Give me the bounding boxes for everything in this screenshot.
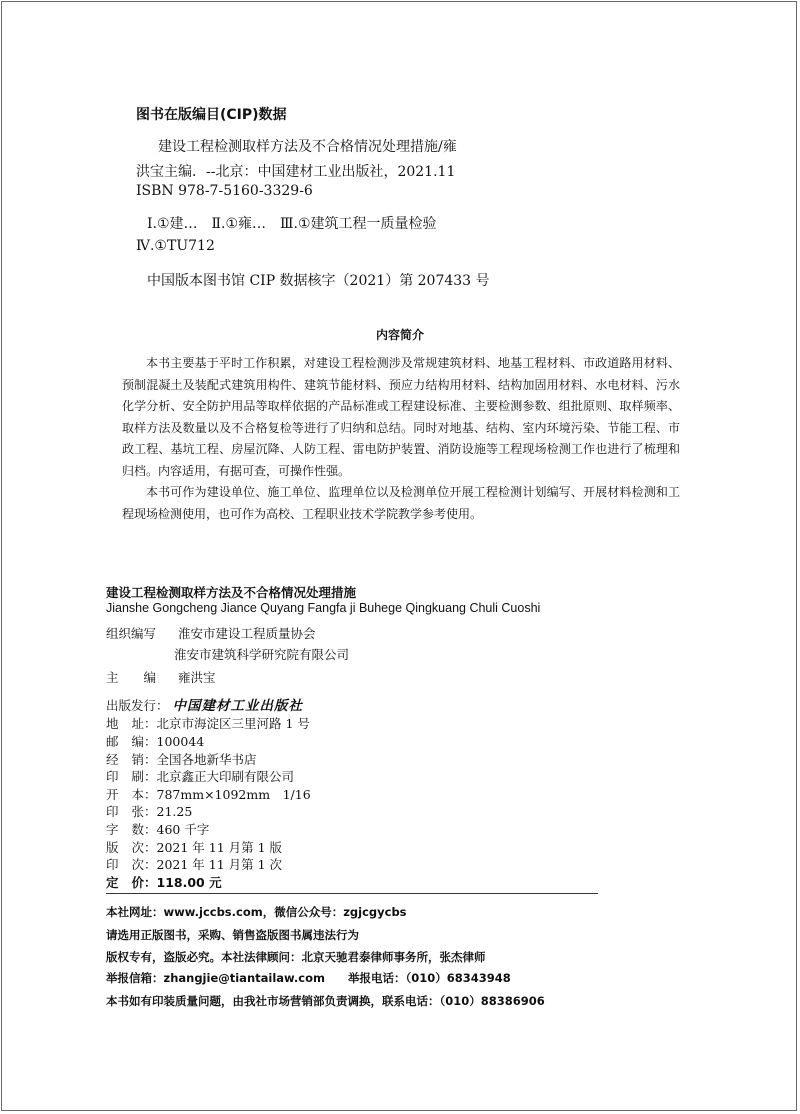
detail-label: 版次 (106, 840, 144, 855)
detail-value: 21.25 (156, 804, 193, 819)
detail-value: 北京市海淀区三里河路 1 号 (156, 716, 310, 731)
detail-distributor: 经销：全国各地新华书店 (106, 752, 257, 767)
intro-paragraph-2: 本书可作为建设单位、施工单位、监理单位以及检测单位开展工程检测计划编写、开展材料检测和工程现场检测使用，也可作为高校、工程职业技术学院教学参考使用。 (122, 485, 680, 521)
org-1: 淮安市建设工程质量协会 (177, 626, 316, 641)
divider (106, 893, 598, 894)
detail-value: 787mm×1092mm 1/16 (156, 787, 311, 802)
detail-printing: 印次：2021 年 11 月第 1 次 (106, 857, 283, 872)
detail-label: 经销 (106, 752, 144, 767)
footer-website: 本社网址：www.jccbs.com，微信公众号：zgjcgycbs (106, 905, 407, 919)
detail-format: 开本：787mm×1092mm 1/16 (106, 787, 311, 802)
org-row (106, 624, 316, 642)
footer-copyright: 版权专有，盗版必究。本社法律顾问：北京天驰君泰律师事务所，张杰律师 (106, 950, 486, 964)
cip-editor-line: 洪宝主编．--北京：中国建材工业出版社，2021.11 (136, 164, 456, 180)
detail-value: 北京鑫正大印刷有限公司 (156, 769, 295, 784)
publisher-row (106, 694, 303, 714)
footer-report: 举报信箱：zhangjie@tiantailaw.com 举报电话：（010）68343948 (106, 971, 511, 985)
org-label: 组织编写 (106, 626, 157, 641)
publisher-logo: 中国建材工业出版社 (172, 698, 303, 714)
cip-title-line: 建设工程检测取样方法及不合格情况处理措施/雍 (158, 139, 457, 155)
detail-label: 印张 (106, 804, 144, 819)
detail-value: 460 千字 (156, 822, 210, 837)
detail-wordcount: 字数：460 千字 (106, 822, 210, 837)
detail-label: 印刷 (106, 769, 144, 784)
detail-value: 2021 年 11 月第 1 版 (156, 840, 283, 855)
detail-label: 开本 (106, 787, 144, 802)
intro-paragraph-1: 本书主要基于平时工作积累，对建设工程检测涉及常规建筑材料、地基工程材料、市政道路用材料、预制混凝土及装配式建筑用构件、建筑节能材料、预应力结构用材料、结构加固用材料、水电材料、污水化学分析、安全防护用品等取样依据的产品标准或工程建设标准、主要检测参数、组批原则、取样频率、取样方法及数量以及不合格复检等进行了归纳和总结。同时对地基、结构、室内环境污染、节能工程、市政工程、基坑工程、房屋沉降、人防工程、雷电防护装置、消防设施等工程现场检测工作也进行了梳理和归档。内容适用，有据可查，可操作性强。 (122, 356, 680, 478)
detail-printer: 印刷：北京鑫正大印刷有限公司 (106, 769, 295, 784)
detail-label: 印次 (106, 857, 144, 872)
editor-name: 雍洪宝 (177, 670, 216, 685)
intro-text (122, 353, 680, 525)
cip-class-number: Ⅳ.①TU712 (136, 238, 215, 254)
cip-heading: 图书在版编目(CIP)数据 (136, 107, 287, 123)
detail-value: 118.00 元 (156, 875, 222, 890)
detail-edition: 版次：2021 年 11 月第 1 版 (106, 840, 283, 855)
editor-row (106, 668, 216, 686)
cip-record-number: 中国版本图书馆 CIP 数据核字（2021）第 207433 号 (147, 273, 490, 289)
detail-value: 100044 (156, 734, 205, 749)
detail-label: 定价 (106, 875, 144, 890)
cip-isbn: ISBN 978-7-5160-3329-6 (136, 183, 313, 199)
detail-label: 字数 (106, 822, 144, 837)
detail-value: 2021 年 11 月第 1 次 (156, 857, 283, 872)
detail-price: 定价：118.00 元 (106, 875, 222, 890)
footer-quality: 本书如有印装质量问题，由我社市场营销部负责调换，联系电话：（010）88386906 (106, 994, 545, 1008)
book-pinyin: Jianshe Gongcheng Jiance Quyang Fangfa ji Buhege Qingkuang Chuli Cuoshi (106, 601, 541, 615)
cip-classification: Ⅰ.①建… Ⅱ.①雍… Ⅲ.①建筑工程一质量检验 (147, 216, 437, 232)
footer-notice: 请选用正版图书，采购、销售盗版图书属违法行为 (106, 928, 359, 942)
org-2: 淮安市建筑科学研究院有限公司 (174, 647, 350, 662)
detail-address: 地址：北京市海淀区三里河路 1 号 (106, 716, 310, 731)
book-title: 建设工程检测取样方法及不合格情况处理措施 (106, 585, 357, 600)
detail-postcode: 邮编：100044 (106, 734, 205, 749)
detail-label: 地址 (106, 716, 144, 731)
editor-label: 主 编 (106, 670, 157, 685)
detail-value: 全国各地新华书店 (156, 752, 257, 767)
detail-sheets: 印张：21.25 (106, 804, 193, 819)
intro-title: 内容简介 (375, 328, 424, 342)
publisher-label: 出版发行： (106, 698, 169, 713)
detail-label: 邮编 (106, 734, 144, 749)
